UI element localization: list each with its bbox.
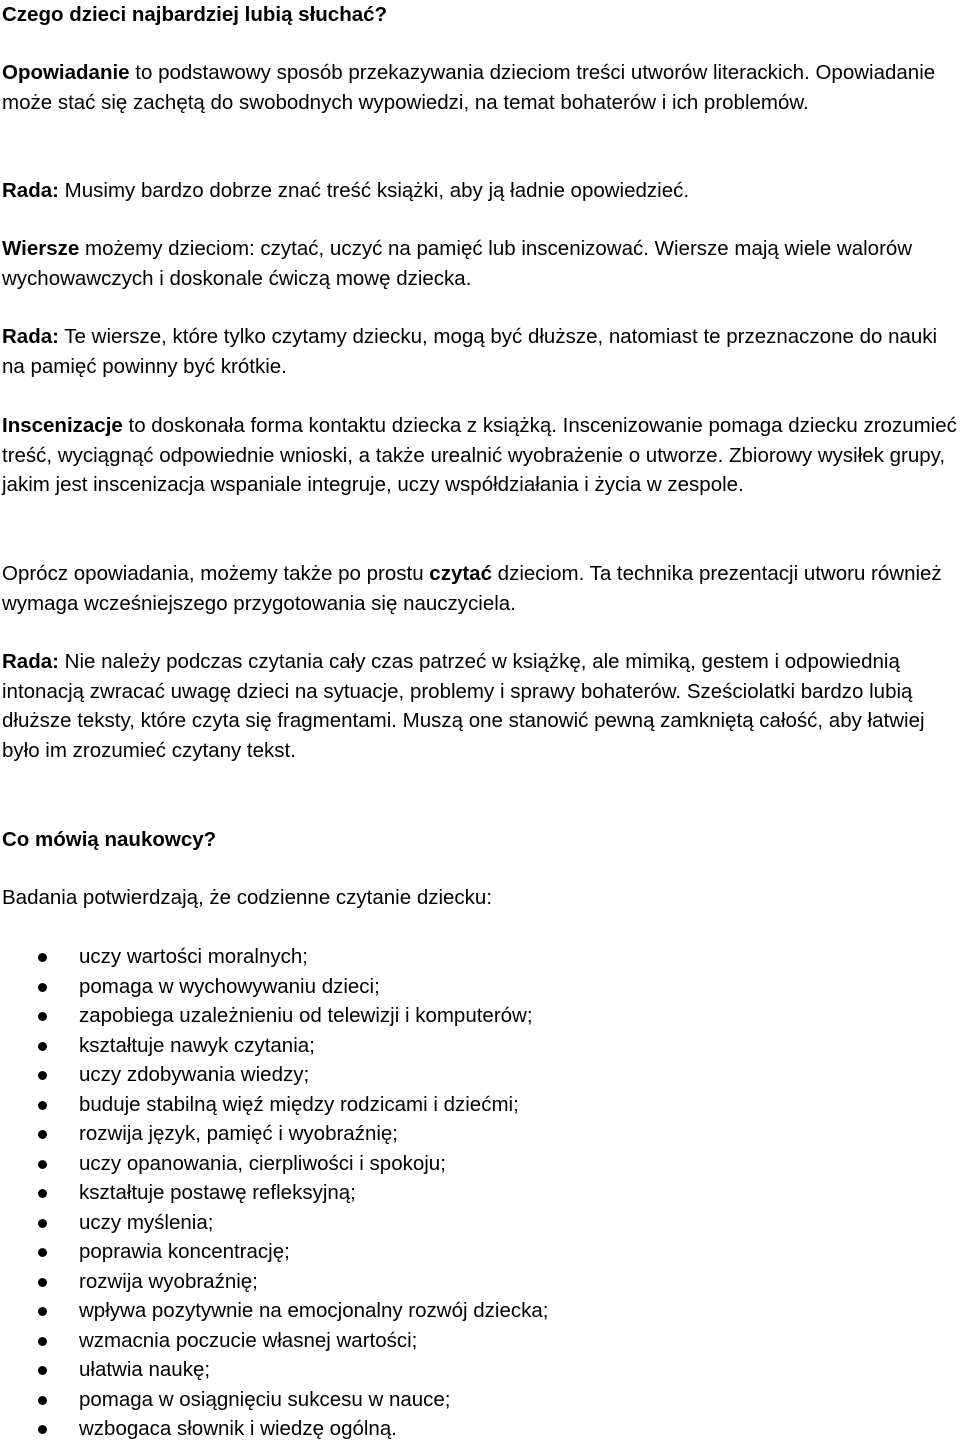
list-item: [2, 1385, 960, 1415]
list-item: [2, 1060, 960, 1090]
list-item-text: uczy myślenia;: [79, 1210, 214, 1234]
term-reading: czytać: [429, 562, 492, 585]
list-item: [2, 1237, 960, 1267]
bullet-icon: [38, 1042, 47, 1051]
list-item-text: wzbogaca słownik i wiedzę ogólną.: [79, 1417, 397, 1440]
bullet-icon: [38, 1130, 47, 1139]
list-item-text: uczy zdobywania wiedzy;: [79, 1063, 310, 1086]
term-poems: Wiersze: [2, 237, 80, 260]
list-item: [2, 1178, 960, 1208]
bullet-icon: [38, 1189, 47, 1198]
list-item: [2, 1414, 960, 1444]
paragraph-advice-1: [2, 176, 960, 206]
paragraph-text: Oprócz opowiadania, możemy także po prostu: [2, 562, 430, 585]
paragraph-reading: [2, 559, 960, 618]
paragraph-advice-3: [2, 647, 960, 766]
list-item-text: uczy opanowania, cierpliwości i spokoju;: [79, 1151, 446, 1175]
list-item-text: poprawia koncentrację;: [79, 1240, 290, 1263]
list-item-text: wzmacnia poczucie własnej wartości;: [79, 1328, 418, 1352]
advice-label: Rada:: [2, 325, 59, 348]
bullet-icon: [38, 1337, 47, 1346]
list-item: [2, 942, 960, 972]
bullet-icon: [38, 1012, 47, 1021]
bullet-icon: [38, 1071, 47, 1080]
list-item: [2, 1149, 960, 1179]
list-item: [2, 1001, 960, 1031]
list-item: [2, 1090, 960, 1120]
paragraph-text: dzieciom. Ta technika prezentacji utworu również wymaga wcześniejszego przygotowania się nauczyciela.: [2, 562, 942, 615]
paragraph-staging: [2, 411, 960, 500]
list-item-text: uczy wartości moralnych;: [79, 945, 308, 968]
list-item-text: ułatwia naukę;: [79, 1358, 211, 1381]
section-heading-listening: Czego dzieci najbardziej lubią słuchać?: [2, 3, 388, 26]
bullet-icon: [38, 953, 47, 962]
list-item: [2, 1326, 960, 1356]
list-item-text: pomaga w wychowywaniu dzieci;: [79, 974, 380, 998]
list-item: [2, 1031, 960, 1061]
list-item-text: pomaga w osiągnięciu sukcesu w nauce;: [79, 1387, 451, 1411]
bullet-icon: [38, 1278, 47, 1287]
paragraph-text: Te wiersze, które tylko czytamy dziecku, mogą być dłuższe, natomiast te przeznaczone do nauki na pamięć powinny być krótkie.: [2, 325, 938, 378]
bullet-icon: [38, 1160, 47, 1169]
paragraph-advice-2: [2, 322, 960, 381]
paragraph-text: to doskonała forma kontaktu dziecka z książką. Inscenizowanie pomaga dziecku zrozumieć treść, wyciągnąć odpowiednie wnioski, a także urealnić wyobrażenie o utworze. Zbiorowy wysiłek grupy, jakim jest inscenizacja wspaniale integruje, uczy współdziałania i życia w zespole.: [2, 414, 957, 497]
advice-label: Rada:: [2, 179, 59, 202]
paragraph-text: Nie należy podczas czytania cały czas patrzeć w książkę, ale mimiką, gestem i odpowiednią intonacją zwracać uwagę dzieci na sytuacje, problemy i sprawy bohaterów. Sześciolatki bardzo lubią dłuższe teksty, które czyta się fragmentami. Muszą one stanowić pewną zamkniętą całość, aby łatwiej było im zrozumieć czytany tekst.: [2, 650, 925, 763]
list-item: [2, 1296, 960, 1326]
bullet-icon: [38, 1101, 47, 1110]
bullet-icon: [38, 1219, 47, 1228]
bullet-icon: [38, 1248, 47, 1257]
section-heading-scientists: Co mówią naukowcy?: [2, 828, 217, 851]
paragraph-storytelling: [2, 58, 960, 117]
bullet-icon: [38, 1425, 47, 1434]
benefits-list: [2, 942, 960, 1444]
paragraph-text: to podstawowy sposób przekazywania dzieciom treści utworów literackich. Opowiadanie może stać się zachętą do swobodnych wypowiedzi, na temat bohaterów i ich problemów.: [2, 61, 936, 114]
advice-label: Rada:: [2, 650, 59, 673]
term-staging: Inscenizacje: [2, 414, 123, 437]
list-item-text: kształtuje nawyk czytania;: [79, 1033, 315, 1057]
list-intro: Badania potwierdzają, że codzienne czytanie dziecku:: [2, 886, 493, 909]
bullet-icon: [38, 1396, 47, 1405]
list-item: [2, 972, 960, 1002]
list-item-text: kształtuje postawę refleksyjną;: [79, 1181, 356, 1204]
list-item-text: zapobiega uzależnieniu od telewizji i komputerów;: [79, 1004, 533, 1027]
list-item-text: rozwija wyobraźnię;: [79, 1269, 258, 1293]
bullet-icon: [38, 1307, 47, 1316]
bullet-icon: [38, 983, 47, 992]
list-item: [2, 1267, 960, 1297]
paragraph-text: możemy dzieciom: czytać, uczyć na pamięć lub inscenizować. Wiersze mają wiele walorów wychowawczych i doskonale ćwiczą mowę dziecka.: [2, 237, 913, 290]
list-item: [2, 1119, 960, 1149]
list-item: [2, 1208, 960, 1238]
bullet-icon: [38, 1366, 47, 1375]
list-item-text: wpływa pozytywnie na emocjonalny rozwój dziecka;: [79, 1299, 549, 1322]
list-item-text: buduje stabilną więź między rodzicami i dziećmi;: [79, 1092, 519, 1116]
paragraph-text: Musimy bardzo dobrze znać treść książki, aby ją ładnie opowiedzieć.: [58, 179, 690, 202]
paragraph-poems: [2, 234, 960, 293]
list-item-text: rozwija język, pamięć i wyobraźnię;: [79, 1122, 399, 1145]
list-item: [2, 1355, 960, 1385]
term-storytelling: Opowiadanie: [2, 61, 130, 84]
